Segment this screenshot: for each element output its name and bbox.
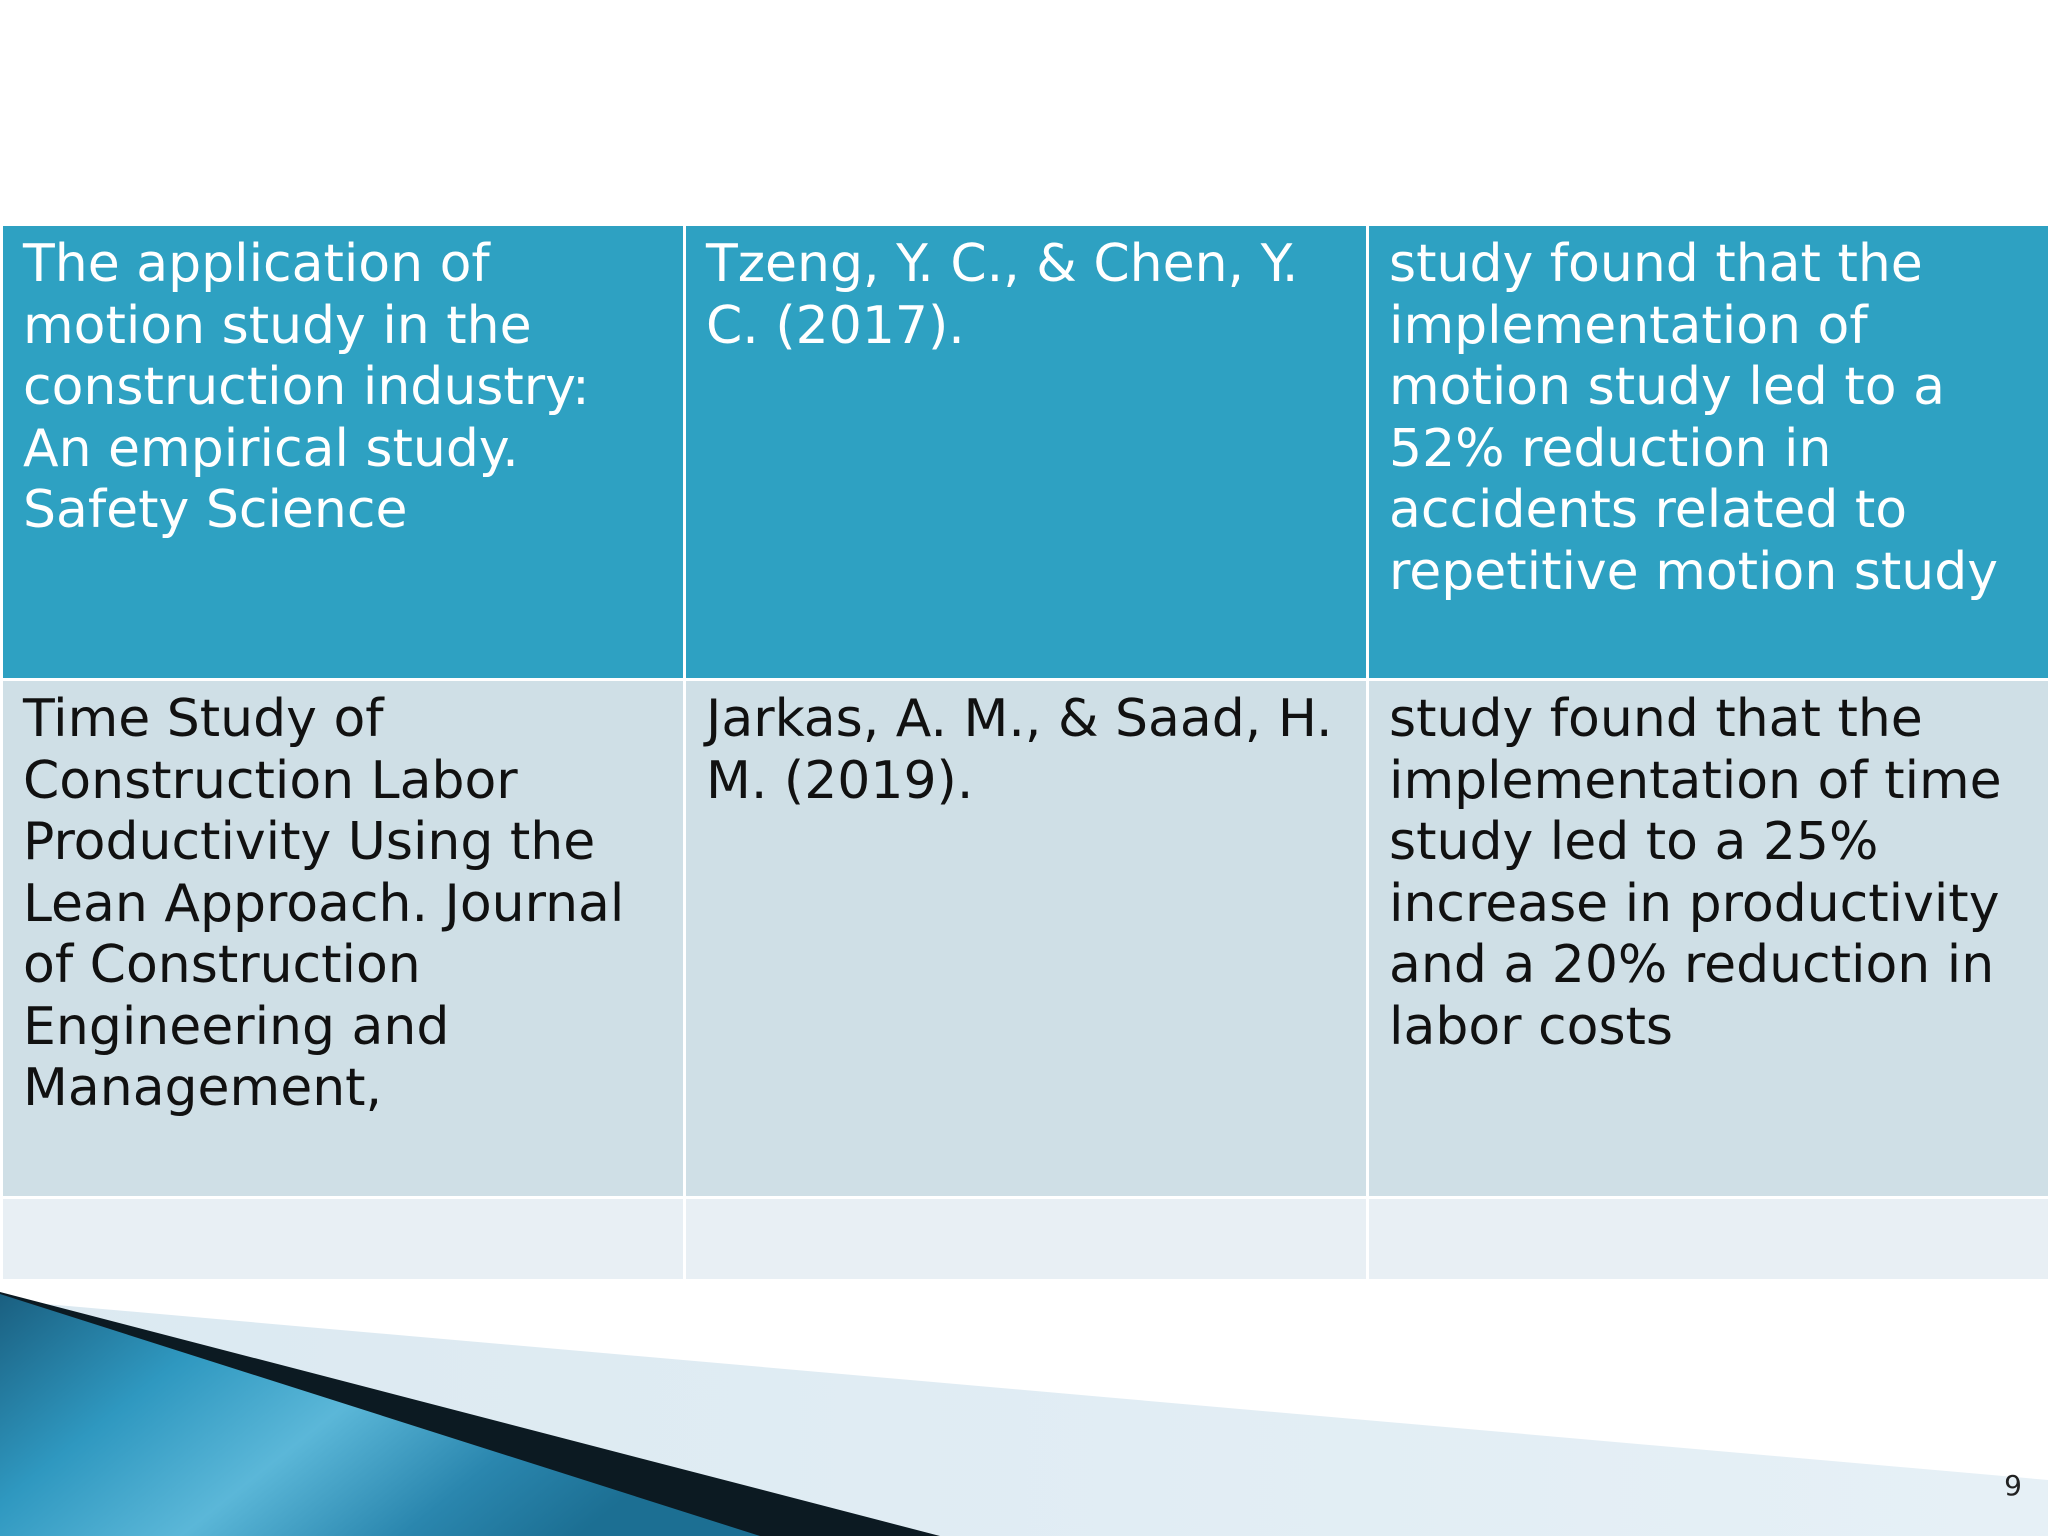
table-cell-empty bbox=[1368, 1198, 2048, 1281]
references-table bbox=[0, 223, 2048, 1282]
table-cell-authors: Jarkas, A. M., & Saad, H. M. (2019). bbox=[685, 680, 1368, 1198]
table-cell-title: The application of motion study in the construction industry: An empirical study. Safety Science bbox=[2, 225, 685, 680]
table-cell-authors: Tzeng, Y. C., & Chen, Y. C. (2017). bbox=[685, 225, 1368, 680]
decorative-wave-graphic bbox=[0, 1280, 2048, 1536]
page-number: 9 bbox=[2004, 1469, 2022, 1502]
table-row-empty bbox=[2, 1198, 2048, 1281]
table-row bbox=[2, 225, 2048, 680]
table-row bbox=[2, 680, 2048, 1198]
table-cell-empty bbox=[2, 1198, 685, 1281]
table-cell-finding: study found that the implementation of time study led to a 25% increase in productivity and a 20% reduction in labor costs bbox=[1368, 680, 2048, 1198]
table-cell-title: Time Study of Construction Labor Productivity Using the Lean Approach. Journal of Construction Engineering and Management, bbox=[2, 680, 685, 1198]
table-cell-empty bbox=[685, 1198, 1368, 1281]
table-cell-finding: study found that the implementation of motion study led to a 52% reduction in accidents related to repetitive motion study bbox=[1368, 225, 2048, 680]
